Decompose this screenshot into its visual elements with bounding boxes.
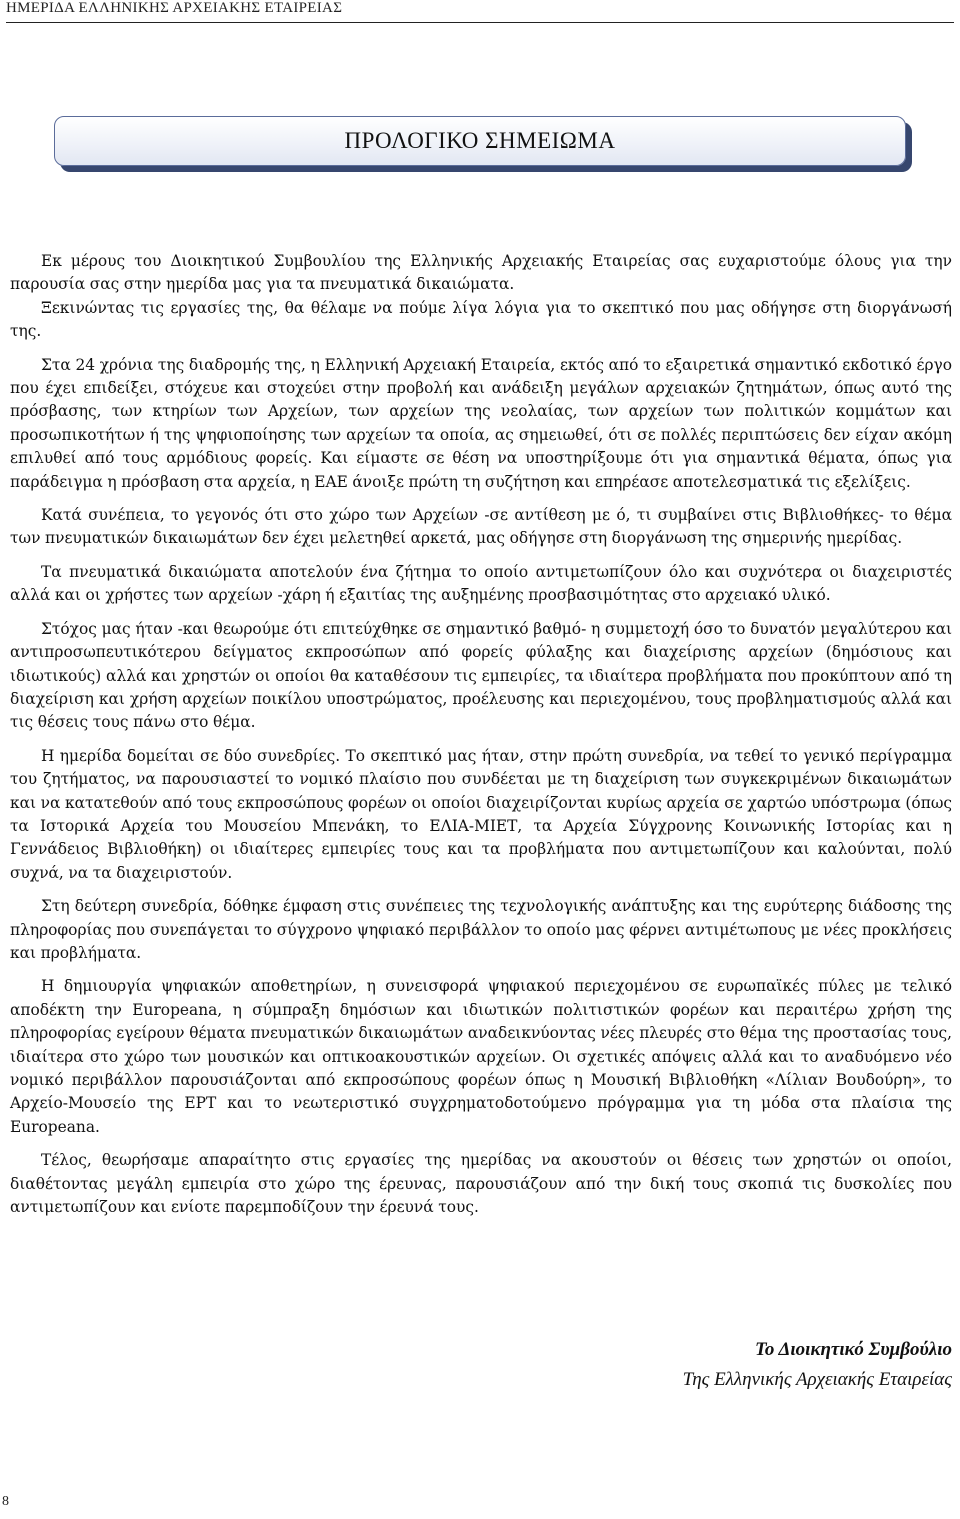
paragraph: Η ημερίδα δομείται σε δύο συνεδρίες. Το σκεπτικό μας ήταν, στην πρώτη συνεδρία, να τεθεί το γενικό περίγραμμα του ζητήματος, να παρουσιαστεί το νομικό πλαίσιο που συνδέεται με τη διαχείριση των συγκεκριμένων δικαιωμάτων και να κατατεθούν από τους εκπροσώπους φορέων οι οποίοι διαχειρίζονται κυρίως αρχεία σε χαρτώο υπόστρωμα (όπως τα Ιστορικά Αρχεία του Μουσείου Μπενάκη, το ΕΛΙΑ-ΜΙΕΤ, τα Αρχεία Σύγχρονης Κοινωνικής Ιστορίας και η Γεννάδειος Βιβλιοθήκη) οι ιδιαίτερες εμπειρίες τους και τα προβλήματα που αντιμετωπίζουν και καλούνται, πολύ συχνά, να τα διαχειριστούν.	[10, 746, 952, 882]
paragraph: Στη δεύτερη συνεδρία, δόθηκε έμφαση στις συνέπειες της τεχνολογικής ανάπτυξης και της ευρύτερης διάδοσης της πληροφορίας που συνεπάγεται το σύγχρονο ψηφιακό περιβάλλον το οποίο μας φέρνει αντιμέτωπους με νέες προκλήσεις και προβλήματα.	[10, 897, 952, 962]
paragraph: Η δημιουργία ψηφιακών αποθετηρίων, η συνεισφορά ψηφιακού περιεχομένου σε ευρωπαϊκές πύλες με τελικό αποδέκτη την Europeana, η σύμπραξη δημόσιων και ιδιωτικών πολιτιστικών φορέων και περαιτέρω χρήση της πληροφορίας εγείρουν θέματα πνευματικών δικαιωμάτων αναδεικνύοντας νέες πλευρές στο θέμα της προστασίας τους, ιδιαίτερα στο χώρο των μουσικών και οπτικοακουστικών αρχείων. Οι σχετικές απόψεις αλλά και το αναδυόμενο νέο νομικό περιβάλλον παρουσιάζονται από εκπροσώπους φορέων όπως η Μουσική Βιβλιοθήκη «Λίλιαν Βουδούρη», το Αρχείο-Μουσείο της ΕΡΤ και το νεωτεριστικό συγχρηματοδοτούμενο πρόγραμμα για τη μόδα στα πλαίσια της Europeana.	[10, 977, 952, 1136]
page-title: ΠΡΟΛΟΓΙΚΟ ΣΗΜΕΙΩΜΑ	[344, 128, 616, 153]
running-header	[6, 0, 954, 23]
body-text	[10, 250, 952, 1229]
paragraph: Στόχος μας ήταν -και θεωρούμε ότι επιτεύχθηκε σε σημαντικό βαθμό- η συμμετοχή όσο το δυνατόν μεγαλύτερου και αντιπροσωπευτικότερου δείγματος εκπροσώπων από φορείς φύλαξης και διαχείρισης αρχείων (δημόσιους και ιδιωτικούς) αλλά και χρηστών οι οποίοι θα καταθέσουν τις εμπειρίες, τα ιδιαίτερα προβλήματα που προκύπτουν από τη διαχείριση και χρήση αρχείων ποικίλου υποστρώματος, προέλευσης και περιεχομένου, τους προβληματισμούς αλλά και τις θέσεις τους πάνω στο θέμα.	[10, 619, 952, 732]
signature-block	[683, 1335, 952, 1395]
signature-line-board: Το Διοικητικό Συμβούλιο	[755, 1339, 952, 1360]
running-header-title: ΗΜΕΡΙΔΑ ΕΛΛΗΝΙΚΗΣ ΑΡΧΕΙΑΚΗΣ ΕΤΑΙΡΕΙΑΣ	[6, 0, 343, 16]
paragraph: Κατά συνέπεια, το γεγονός ότι στο χώρο των Αρχείων -σε αντίθεση με ό, τι συμβαίνει στις Βιβλιοθήκες- το θέμα των πνευματικών δικαιωμάτων δεν έχει μελετηθεί αρκετά, μας οδήγησε στη διοργάνωση της σημερινής ημερίδας.	[10, 506, 952, 548]
title-box	[54, 116, 906, 166]
paragraph: Τέλος, θεωρήσαμε απαραίτητο στις εργασίες της ημερίδας να ακουστούν οι θέσεις των χρηστών οι οποίοι, διαθέτοντας μεγάλη εμπειρία στο χώρο της έρευνας, παρουσιάζουν από την δική τους σκοπιά τις δυσκολίες που αντιμετωπίζουν και ενίοτε παρεμποδίζουν την έρευνά τους.	[10, 1151, 952, 1217]
paragraph: Ξεκινώντας τις εργασίες της, θα θέλαμε να πούμε λίγα λόγια για το σκεπτικό που μας οδήγησε στη διοργάνωσή της.	[10, 298, 952, 341]
page-number: 8	[2, 1494, 9, 1509]
paragraph: Τα πνευματικά δικαιώματα αποτελούν ένα ζήτημα το οποίο αντιμετωπίζουν όλο και συχνότερα οι διαχειριστές αλλά και οι χρήστες των αρχείων -χάρη ή εξαιτίας της αυξημένης προσβασιμότητας στο αρχειακό υλικό.	[10, 562, 952, 605]
paragraph: Στα 24 χρόνια της διαδρομής της, η Ελληνική Αρχειακή Εταιρεία, εκτός από το εξαιρετικά σημαντικό εκδοτικό έργο που έχει επιδείξει, στόχευε και στοχεύει στην προβολή και ανάδειξη μεγάλων αρχειακών ζητημάτων, όπως αυτό της πρόσβασης, των κτηρίων των Αρχείων, των αρχείων της νεολαίας, των αρχείων των πολιτικών κομμάτων και προσωπικοτήτων ή της ψηφιοποίησης των αρχείων τα οποία, ας σημειωθεί, ότι σε πολλές περιπτώσεις δεν είχαν ακόμη επιλυθεί από τους αρμόδιους φορείς. Και είμαστε σε θέση να υποστηρίξουμε ότι για σημαντικά θέματα, όπως για παράδειγμα η πρόσβαση στα αρχεία, η ΕΑΕ άνοιξε πρώτη τη συζήτηση και επηρέασε αποτελεσματικά τις εξελίξεις.	[10, 355, 952, 491]
paragraph: Εκ μέρους του Διοικητικού Συμβουλίου της Ελληνικής Αρχειακής Εταιρείας σας ευχαριστούμε όλους για την παρουσία σας στην ημερίδα μας για τα πνευματικά δικαιώματα.	[10, 252, 952, 294]
signature-line-society: Της Ελληνικής Αρχειακής Εταιρείας	[682, 1369, 952, 1390]
